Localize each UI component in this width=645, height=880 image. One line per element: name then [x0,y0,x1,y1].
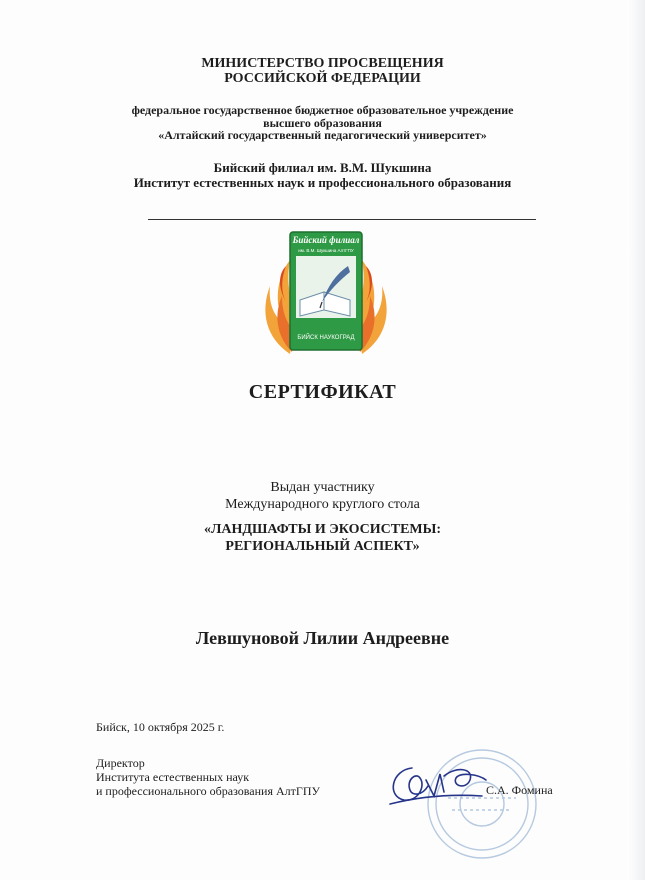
event-name-line-1: «ЛАНДШАФТЫ И ЭКОСИСТЕМЫ: [203,522,442,537]
branch-emblem-logo [256,226,396,362]
certificate-title: СЕРТИФИКАТ [248,381,397,403]
position-line-2: Института естественных наук [96,770,250,784]
position-line-3: и профессионального образования АлтГПУ [96,784,320,798]
recipient-name: Левшуновой Лилии Андреевне [195,628,450,648]
ministry-line-1: МИНИСТЕРСТВО ПРОСВЕЩЕНИЯ [201,56,444,71]
place-and-date: Бийск, 10 октября 2025 г. [96,720,225,734]
emblem-subtitle: им. В.М. Шукшина АлтГПУ [298,248,354,253]
header-divider [148,219,536,220]
issued-block [0,479,645,513]
emblem-title: Бийский филиал [292,235,360,245]
issued-to-label: Выдан участнику [270,480,375,495]
event-type: Международного круглого стола [225,497,420,512]
branch-heading [0,160,645,190]
institution-line-3: «Алтайский государственный педагогический университет» [158,128,487,142]
branch-line-2: Институт естественных наук и профессионального образования [133,175,512,190]
position-line-1: Директор [96,756,145,770]
ministry-heading [0,56,645,86]
institution-line-1: федеральное государственное бюджетное образовательное учреждение [131,103,514,117]
director-position [96,756,320,798]
ministry-line-2: РОССИЙСКОЙ ФЕДЕРАЦИИ [224,71,421,86]
branch-line-1: Бийский филиал им. В.М. Шукшина [213,160,432,175]
institution-heading [0,104,645,142]
emblem-motto: БИЙСК НАУКОГРАД [297,335,355,341]
director-signature-icon [382,756,492,812]
event-name [0,521,645,555]
institution-line-2: высшего образования [263,115,382,130]
signatory-name: С.А. Фомина [486,783,553,797]
event-name-line-2: РЕГИОНАЛЬНЫЙ АСПЕКТ» [225,539,420,554]
